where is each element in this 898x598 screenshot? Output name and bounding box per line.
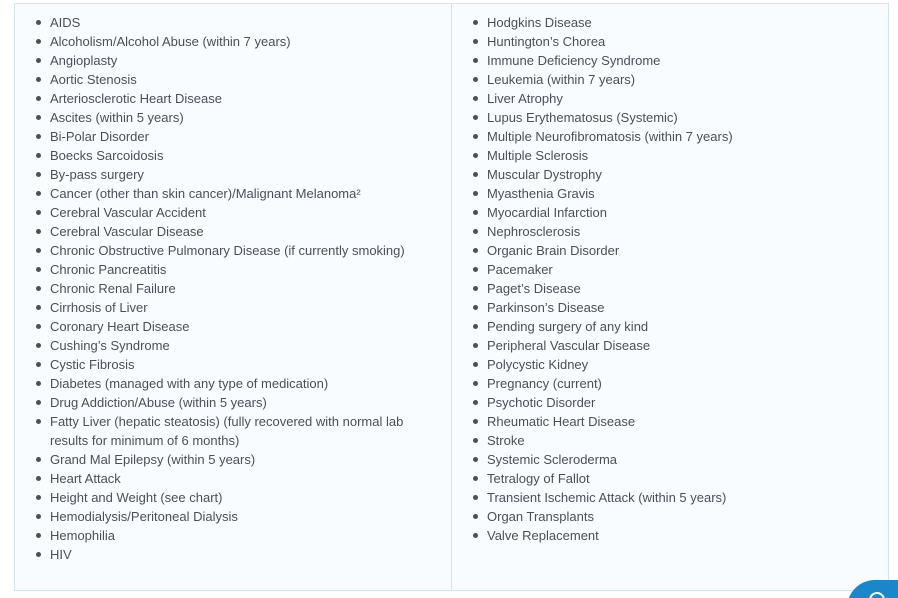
condition-item: Heart Attack — [15, 469, 451, 488]
condition-item: Pregnancy (current) — [452, 374, 888, 393]
condition-item: Chronic Renal Failure — [15, 279, 451, 298]
condition-item: Cerebral Vascular Disease — [15, 222, 451, 241]
condition-item: HIV — [15, 545, 451, 564]
condition-item: Hemodialysis/Peritoneal Dialysis — [15, 507, 451, 526]
condition-item: AIDS — [15, 13, 451, 32]
condition-item: Chronic Obstructive Pulmonary Disease (if currently smoking) — [15, 241, 451, 260]
condition-item: Multiple Sclerosis — [452, 146, 888, 165]
conditions-list-left — [15, 4, 451, 564]
condition-item: Cerebral Vascular Accident — [15, 203, 451, 222]
conditions-list-right — [452, 4, 888, 545]
condition-item: Bi-Polar Disorder — [15, 127, 451, 146]
condition-item: Paget’s Disease — [452, 279, 888, 298]
condition-item: Lupus Erythematosus (Systemic) — [452, 108, 888, 127]
condition-item: Rheumatic Heart Disease — [452, 412, 888, 431]
condition-item: Liver Atrophy — [452, 89, 888, 108]
condition-item: Psychotic Disorder — [452, 393, 888, 412]
condition-item: Systemic Scleroderma — [452, 450, 888, 469]
condition-item: Coronary Heart Disease — [15, 317, 451, 336]
condition-item: Grand Mal Epilepsy (within 5 years) — [15, 450, 451, 469]
condition-item: Nephrosclerosis — [452, 222, 888, 241]
condition-item: Drug Addiction/Abuse (within 5 years) — [15, 393, 451, 412]
condition-item: Pending surgery of any kind — [452, 317, 888, 336]
condition-item: Myasthenia Gravis — [452, 184, 888, 203]
condition-item: Leukemia (within 7 years) — [452, 70, 888, 89]
conditions-column-left — [15, 4, 452, 590]
condition-item: Arteriosclerotic Heart Disease — [15, 89, 451, 108]
condition-item: Boecks Sarcoidosis — [15, 146, 451, 165]
condition-item: Huntington’s Chorea — [452, 32, 888, 51]
condition-item: Parkinson’s Disease — [452, 298, 888, 317]
condition-item: Aortic Stenosis — [15, 70, 451, 89]
condition-item: Polycystic Kidney — [452, 355, 888, 374]
condition-item: Cushing’s Syndrome — [15, 336, 451, 355]
condition-item: Hodgkins Disease — [452, 13, 888, 32]
condition-item: Ascites (within 5 years) — [15, 108, 451, 127]
condition-item: Hemophilia — [15, 526, 451, 545]
help-chat-icon — [869, 592, 885, 598]
condition-item: Muscular Dystrophy — [452, 165, 888, 184]
condition-item: Height and Weight (see chart) — [15, 488, 451, 507]
condition-item: Cirrhosis of Liver — [15, 298, 451, 317]
condition-item: Cystic Fibrosis — [15, 355, 451, 374]
condition-item: Organ Transplants — [452, 507, 888, 526]
condition-item: Myocardial Infarction — [452, 203, 888, 222]
condition-item: By-pass surgery — [15, 165, 451, 184]
condition-item: Immune Deficiency Syndrome — [452, 51, 888, 70]
condition-item: Fatty Liver (hepatic steatosis) (fully recovered with normal lab results for minimum of 6 months) — [15, 412, 451, 450]
condition-item: Valve Replacement — [452, 526, 888, 545]
condition-item: Stroke — [452, 431, 888, 450]
condition-item: Angioplasty — [15, 51, 451, 70]
condition-item: Pacemaker — [452, 260, 888, 279]
condition-item: Transient Ischemic Attack (within 5 years) — [452, 488, 888, 507]
condition-item: Alcoholism/Alcohol Abuse (within 7 years) — [15, 32, 451, 51]
condition-item: Peripheral Vascular Disease — [452, 336, 888, 355]
condition-item: Tetralogy of Fallot — [452, 469, 888, 488]
condition-item: Diabetes (managed with any type of medication) — [15, 374, 451, 393]
condition-item: Multiple Neurofibromatosis (within 7 years) — [452, 127, 888, 146]
condition-item: Organic Brain Disorder — [452, 241, 888, 260]
conditions-table — [14, 3, 889, 591]
conditions-column-right — [452, 4, 888, 590]
condition-item: Chronic Pancreatitis — [15, 260, 451, 279]
condition-item: Cancer (other than skin cancer)/Malignant Melanoma² — [15, 184, 451, 203]
